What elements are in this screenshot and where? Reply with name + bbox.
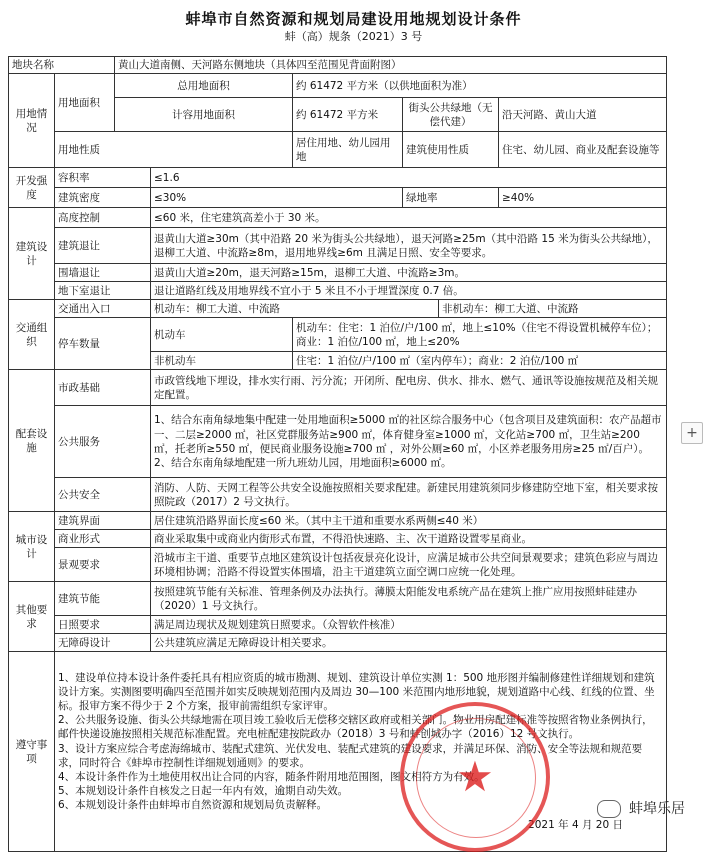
building-use-value: 住宅、幼儿园、商业及配套设施等 [499, 132, 667, 168]
land-nature-value: 居住用地、幼儿园用地 [293, 132, 403, 168]
nonmotor-parking-value: 住宅：1 泊位/户/100 ㎡（室内停车）；商业：2 泊位/100 ㎡ [293, 352, 667, 370]
motor-parking-label: 机动车 [151, 318, 293, 352]
commerce-value: 商业采取集中或商业内街形式布置，不得沿快速路、主、次干道路设置零星商业。 [151, 530, 667, 548]
density-label: 建筑密度 [55, 188, 151, 208]
note-item: 5、本规划设计条件自核发之日起一年内有效，逾期自动失效。 [58, 785, 349, 798]
setback-value: 退黄山大道≥30m（其中沿路 20 米为街头公共绿地），退天河路≥25m（其中沿路 15 米为街头公共绿地），退柳工大道、中流路≥8m，退用地界线≥6m 且满足日照、安全等要求。 [151, 228, 667, 264]
entrance-label: 交通出入口 [55, 300, 151, 318]
note-item: 2、公共服务设施、街头公共绿地需在项目竣工验收后无偿移交辖区政府或相关部门。物业用房配建标准等按照省物业条例执行，邮件快递设施按照相关规范标准配置。充电桩配建按院政办（2018）3 号和蚌创城办字（2016）12 号文执行。 [58, 714, 653, 741]
official-seal [400, 702, 550, 852]
watermark [597, 798, 685, 818]
building-use-label: 建筑使用性质 [403, 132, 499, 168]
public-service-label: 公共服务 [55, 406, 151, 478]
land-name-label: 地块名称 [9, 57, 115, 74]
wall-setback-label: 围墙退让 [55, 264, 151, 282]
land-name-value: 黄山大道南侧、天河路东侧地块（具体四至范围见背面附图） [115, 57, 667, 74]
height-value: ≤60 米，住宅建筑高差小于 30 米。 [151, 208, 667, 228]
land-section-label: 用地情况 [9, 74, 55, 168]
note-item: 1、建设单位持本设计条件委托具有相应资质的城市勘测、规划、建筑设计单位实测 1：500 地形图并编制修建性详细规划和建筑设计方案。实测图要明确四至范围并如实反映规划范围内及周边 30—100 米范围内地形地貌，规划道路中心线、红线的位置、坐标。报审方案不得少于 2 个方案，报审前需组织专家评审。 [58, 671, 655, 713]
issue-date: 2021 年 4 月 20 日 [528, 819, 623, 832]
motor-entrance-value: 机动车：柳工大道、中流路 [151, 300, 439, 318]
note-item: 6、本规划设计条件由蚌埠市自然资源和规划局负责解释。 [58, 799, 328, 812]
density-value: ≤30% [151, 188, 403, 208]
setback-label: 建筑退让 [55, 228, 151, 264]
intensity-section-label: 开发强度 [9, 168, 55, 208]
green-rate-label: 绿地率 [403, 188, 499, 208]
barrier-free-label: 无障碍设计 [55, 634, 151, 652]
calc-area-label: 计容用地面积 [115, 98, 293, 132]
wall-setback-value: 退黄山大道≥20m，退天河路≥15m，退柳工大道、中流路≥3m。 [151, 264, 667, 282]
urban-section-label: 城市设计 [9, 512, 55, 582]
barrier-free-value: 公共建筑应满足无障碍设计相关要求。 [151, 634, 667, 652]
far-value: ≤1.6 [151, 168, 667, 188]
motor-parking-value: 机动车：住宅：1 泊位/户/100 ㎡，地上≤10%（住宅不得设置机械停车位）；商业：1 泊位/100 ㎡，地上≤20% [293, 318, 667, 352]
parking-label: 停车数量 [55, 318, 151, 370]
building-section-label: 建筑设计 [9, 208, 55, 300]
public-safety-value: 消防、人防、天网工程等公共安全设施按照相关要求配建。新建民用建筑须同步修建防空地下室，相关要求按照院政（2017）2 号文执行。 [151, 478, 667, 512]
document-number: 蚌（高）规条（2021）3 号 [284, 30, 423, 43]
commerce-label: 商业形式 [55, 530, 151, 548]
interface-label: 建筑界面 [55, 512, 151, 530]
document-title: 蚌埠市自然资源和规划局建设用地规划设计条件 [185, 10, 522, 28]
nonmotor-entrance-value: 非机动车：柳工大道、中流路 [439, 300, 667, 318]
sunlight-value: 满足周边现状及规划建筑日照要求。（众智软件核准） [151, 616, 667, 634]
landscape-label: 景观要求 [55, 548, 151, 582]
land-nature-label: 用地性质 [55, 132, 293, 168]
public-service-value: 1、结合东南角绿地集中配建一处用地面积≥5000 ㎡的社区综合服务中心（包含项目及建筑面积：农产品超市一、二层≥2000 ㎡，社区党群服务站≥900 ㎡，体育健身室≥1000 ㎡，文化站≥700 ㎡，卫生站≥200 ㎡，托老所≥550 ㎡，便民商业服务设施≥700 ㎡ ，对外公厕≥60 ㎡，小区养老服务用房≥25 ㎡/百户）。2、结合东南角绿地配建一所九班幼儿园，用地面积≥6000 ㎡。 [151, 406, 667, 478]
plus-icon[interactable]: + [681, 422, 703, 444]
calc-area-value: 约 61472 平方米 [293, 98, 403, 132]
note-item: 4、本设计条件作为土地使用权出让合同的内容，随条件附用地范围图，图文相符方为有效。 [58, 770, 485, 783]
area-label: 用地面积 [55, 74, 115, 132]
nonmotor-parking-label: 非机动车 [151, 352, 293, 370]
note-item: 3、设计方案应综合考虑海绵城市、装配式建筑、光伏发电、装配式建筑的建设要求，并满足环保、消防、安全等法规和规范要求，同时符合《蚌埠市控制性详细规划通则》的要求。 [58, 742, 643, 769]
total-area-label: 总用地面积 [115, 74, 293, 98]
star-icon: ★ [456, 752, 494, 801]
public-safety-label: 公共安全 [55, 478, 151, 512]
basement-setback-value: 退让道路红线及用地界线不宜小于 5 米且不小于埋置深度 0.7 倍。 [151, 282, 667, 300]
sunlight-label: 日照要求 [55, 616, 151, 634]
other-section-label: 其他要求 [9, 582, 55, 652]
green-space-label: 街头公共绿地（无偿代建） [403, 98, 499, 132]
landscape-value: 沿城市主干道、重要节点地区建筑设计包括夜景亮化设计，应满足城市公共空间景观要求；建筑色彩应与周边环境相协调；沿路不得设置实体围墙，沿主干道建筑立面空调口应统一化处理。 [151, 548, 667, 582]
municipal-value: 市政管线地下埋设，排水实行雨、污分流；开闭所、配电房、供水、排水、燃气、通讯等设施按规范及相关规定配置。 [151, 370, 667, 406]
energy-value: 按照建筑节能有关标准、管理条例及办法执行。薄膜太阳能发电系统产品在建筑上推广应用按照蚌硅建办（2020）1 号文执行。 [151, 582, 667, 616]
watermark-text: 蚌埠乐居 [629, 801, 685, 817]
notes-section-label: 遵守事项 [9, 652, 55, 852]
energy-label: 建筑节能 [55, 582, 151, 616]
far-label: 容积率 [55, 168, 151, 188]
municipal-label: 市政基础 [55, 370, 151, 406]
interface-value: 居住建筑沿路界面长度≤60 米。（其中主干道和重要水系两侧≤40 米） [151, 512, 667, 530]
traffic-section-label: 交通组织 [9, 300, 55, 370]
wechat-icon [597, 800, 621, 818]
height-label: 高度控制 [55, 208, 151, 228]
conditions-table [8, 56, 667, 852]
facilities-section-label: 配套设施 [9, 370, 55, 512]
total-area-value: 约 61472 平方米（以供地面积为准） [293, 74, 667, 98]
green-space-value: 沿天河路、黄山大道 [499, 98, 667, 132]
green-rate-value: ≥40% [499, 188, 667, 208]
basement-setback-label: 地下室退让 [55, 282, 151, 300]
notes-content [55, 652, 667, 852]
